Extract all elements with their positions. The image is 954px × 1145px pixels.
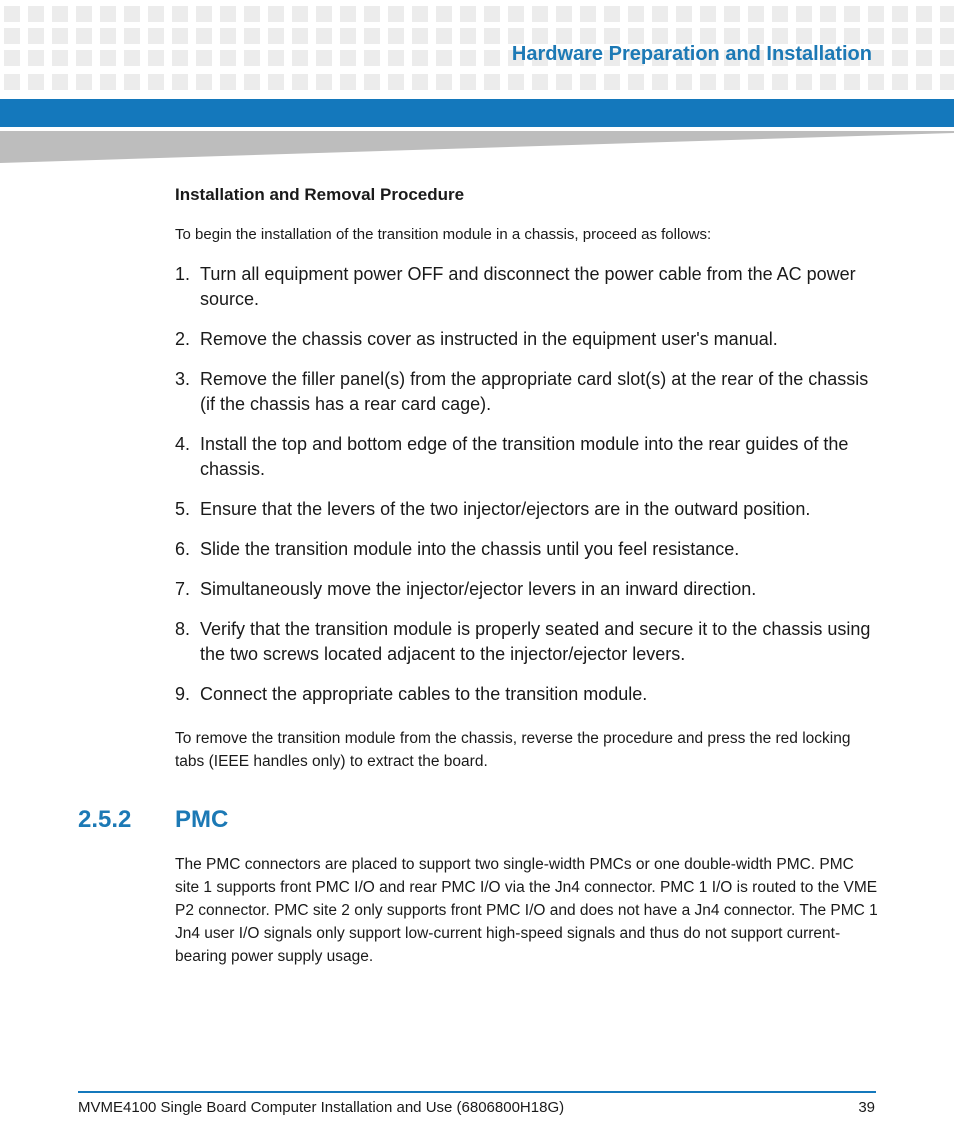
pattern-cell: [460, 6, 476, 22]
step-text: Remove the chassis cover as instructed in the equipment user's manual.: [200, 329, 778, 349]
pattern-cell: [580, 28, 596, 44]
pattern-cell: [412, 28, 428, 44]
step-text: Ensure that the levers of the two injector/ejectors are in the outward position.: [200, 499, 811, 519]
pattern-cell: [436, 6, 452, 22]
pattern-cell: [100, 50, 116, 66]
intro-paragraph: To begin the installation of the transition module in a chassis, proceed as follows:: [175, 226, 712, 243]
pattern-cell: [532, 28, 548, 44]
pattern-cell: [772, 74, 788, 90]
pattern-cell: [748, 74, 764, 90]
pattern-cell: [604, 6, 620, 22]
pattern-cell: [364, 50, 380, 66]
step-text: Simultaneously move the injector/ejector levers in an inward direction.: [200, 579, 757, 599]
step-text: Verify that the transition module is properly seated and secure it to the chassis using the two screws located adjacent to the injector/ejector levers.: [200, 619, 871, 664]
pattern-cell: [844, 28, 860, 44]
pattern-cell: [748, 28, 764, 44]
pattern-cell: [220, 50, 236, 66]
pattern-cell: [676, 6, 692, 22]
pattern-cell: [412, 6, 428, 22]
pattern-cell: [436, 74, 452, 90]
pattern-cell: [700, 6, 716, 22]
pattern-cell: [268, 74, 284, 90]
pattern-cell: [148, 6, 164, 22]
pattern-cell: [196, 6, 212, 22]
step-number: 4.: [175, 434, 191, 454]
list-item: [175, 432, 880, 482]
pattern-cell: [676, 74, 692, 90]
pattern-cell: [556, 74, 572, 90]
pattern-cell: [52, 50, 68, 66]
pattern-cell: [292, 50, 308, 66]
pattern-cell: [892, 50, 908, 66]
pattern-cell: [700, 74, 716, 90]
pattern-cell: [340, 6, 356, 22]
pattern-cell: [100, 6, 116, 22]
pattern-cell: [316, 6, 332, 22]
pattern-cell: [796, 6, 812, 22]
pattern-cell: [772, 6, 788, 22]
pattern-cell: [148, 50, 164, 66]
pattern-cell: [172, 74, 188, 90]
pattern-cell: [484, 50, 500, 66]
pattern-cell: [508, 28, 524, 44]
header-accent-bar: [0, 99, 954, 127]
step-number: 5.: [175, 499, 191, 519]
pattern-cell: [244, 74, 260, 90]
pattern-cell: [148, 74, 164, 90]
step-number: 3.: [175, 369, 191, 389]
pattern-cell: [868, 6, 884, 22]
pattern-cell: [748, 6, 764, 22]
pattern-cell: [940, 50, 954, 66]
step-text: Connect the appropriate cables to the transition module.: [200, 684, 648, 704]
pattern-cell: [820, 28, 836, 44]
pattern-cell: [28, 50, 44, 66]
pattern-cell: [316, 74, 332, 90]
pattern-cell: [244, 50, 260, 66]
pattern-cell: [460, 28, 476, 44]
pattern-cell: [76, 6, 92, 22]
pattern-cell: [388, 74, 404, 90]
pattern-cell: [940, 74, 954, 90]
pattern-cell: [796, 28, 812, 44]
pattern-cell: [892, 74, 908, 90]
pattern-cell: [316, 28, 332, 44]
pattern-cell: [532, 6, 548, 22]
step-number: 6.: [175, 539, 191, 559]
pattern-cell: [652, 6, 668, 22]
pattern-cell: [244, 28, 260, 44]
step-number: 8.: [175, 619, 191, 639]
section-number: 2.5.2: [78, 806, 132, 833]
pattern-cell: [100, 74, 116, 90]
pattern-cell: [76, 28, 92, 44]
pattern-cell: [292, 6, 308, 22]
pattern-cell: [604, 74, 620, 90]
pattern-cell: [724, 28, 740, 44]
pattern-cell: [124, 6, 140, 22]
step-text: Remove the filler panel(s) from the appropriate card slot(s) at the rear of the chassis (if the chassis has a rear card cage).: [200, 369, 869, 414]
pattern-cell: [676, 28, 692, 44]
pattern-cell: [292, 28, 308, 44]
pattern-cell: [556, 28, 572, 44]
pattern-cell: [52, 28, 68, 44]
procedure-steps: [175, 262, 880, 722]
pattern-cell: [28, 6, 44, 22]
list-item: [175, 262, 880, 312]
pattern-cell: [388, 28, 404, 44]
step-text: Install the top and bottom edge of the transition module into the rear guides of the chassis.: [200, 434, 849, 479]
section-heading: Installation and Removal Procedure: [175, 185, 465, 204]
pattern-cell: [484, 28, 500, 44]
section-title: PMC: [175, 806, 229, 833]
pattern-cell: [76, 50, 92, 66]
pattern-cell: [124, 28, 140, 44]
pattern-cell: [124, 74, 140, 90]
pattern-cell: [340, 28, 356, 44]
header-gray-wedge: [0, 131, 954, 163]
pattern-cell: [76, 74, 92, 90]
pattern-cell: [388, 50, 404, 66]
step-number: 1.: [175, 264, 191, 284]
pattern-cell: [892, 28, 908, 44]
pattern-cell: [652, 74, 668, 90]
pattern-cell: [28, 74, 44, 90]
pattern-cell: [628, 28, 644, 44]
pattern-cell: [196, 28, 212, 44]
pattern-cell: [316, 50, 332, 66]
pattern-cell: [724, 74, 740, 90]
pattern-cell: [268, 50, 284, 66]
pattern-cell: [388, 6, 404, 22]
pattern-cell: [436, 28, 452, 44]
pattern-cell: [580, 74, 596, 90]
pattern-cell: [892, 6, 908, 22]
pattern-cell: [916, 6, 932, 22]
pattern-cell: [4, 28, 20, 44]
pattern-cell: [484, 6, 500, 22]
pattern-cell: [220, 28, 236, 44]
pattern-cell: [4, 50, 20, 66]
step-number: 7.: [175, 579, 191, 599]
list-item: [175, 367, 880, 417]
list-item: [175, 617, 880, 667]
pattern-cell: [604, 28, 620, 44]
pattern-cell: [364, 28, 380, 44]
pattern-cell: [292, 74, 308, 90]
pattern-cell: [916, 50, 932, 66]
pattern-cell: [724, 6, 740, 22]
pattern-cell: [28, 28, 44, 44]
pattern-cell: [844, 74, 860, 90]
pattern-cell: [364, 6, 380, 22]
pattern-cell: [940, 6, 954, 22]
pattern-cell: [556, 6, 572, 22]
pattern-cell: [820, 6, 836, 22]
step-number: 2.: [175, 329, 191, 349]
pattern-cell: [916, 74, 932, 90]
pattern-cell: [796, 74, 812, 90]
removal-paragraph: To remove the transition module from the chassis, reverse the procedure and press the red locking tabs (IEEE handles only) to extract the board.: [175, 730, 851, 770]
list-item: [175, 497, 880, 522]
step-text: Slide the transition module into the chassis until you feel resistance.: [200, 539, 740, 559]
pattern-cell: [52, 6, 68, 22]
footer-rule: [78, 1091, 876, 1093]
pattern-cell: [364, 74, 380, 90]
pattern-cell: [868, 74, 884, 90]
list-item: [175, 537, 880, 562]
pattern-cell: [844, 6, 860, 22]
list-item: [175, 577, 880, 602]
pattern-cell: [460, 50, 476, 66]
pattern-cell: [772, 28, 788, 44]
pattern-cell: [148, 28, 164, 44]
pattern-cell: [508, 74, 524, 90]
pattern-cell: [628, 6, 644, 22]
step-number: 9.: [175, 684, 191, 704]
pattern-cell: [412, 50, 428, 66]
pattern-cell: [172, 50, 188, 66]
list-item: [175, 682, 880, 707]
pmc-paragraph: The PMC connectors are placed to support two single-width PMCs or one double-width PMC. PMC site 1 supports front PMC I/O and rear PMC I/O via the Jn4 connector. PMC 1 I/O is routed to the VME P2 connector. PMC site 2 only supports front PMC I/O and does not have a Jn4 connector. The PMC 1 Jn4 user I/O signals only support low-current high-speed signals and thus do not support current-bearing power supply usage.: [175, 856, 878, 965]
page-header-title: Hardware Preparation and Installation: [511, 43, 872, 65]
pattern-cell: [244, 6, 260, 22]
pattern-cell: [532, 74, 548, 90]
pattern-cell: [868, 28, 884, 44]
pattern-cell: [52, 74, 68, 90]
pattern-cell: [172, 6, 188, 22]
pattern-cell: [412, 74, 428, 90]
pattern-cell: [4, 74, 20, 90]
pattern-cell: [820, 74, 836, 90]
pattern-cell: [124, 50, 140, 66]
footer-document-title: MVME4100 Single Board Computer Installation and Use (6806800H18G): [78, 1099, 565, 1116]
pattern-cell: [220, 6, 236, 22]
pattern-cell: [484, 74, 500, 90]
pattern-cell: [172, 28, 188, 44]
pattern-cell: [652, 28, 668, 44]
pattern-cell: [268, 6, 284, 22]
pattern-cell: [220, 74, 236, 90]
pattern-cell: [340, 74, 356, 90]
pattern-cell: [436, 50, 452, 66]
pattern-cell: [196, 50, 212, 66]
pattern-cell: [916, 28, 932, 44]
pattern-cell: [580, 6, 596, 22]
pattern-cell: [628, 74, 644, 90]
pattern-cell: [700, 28, 716, 44]
pattern-cell: [268, 28, 284, 44]
pattern-cell: [340, 50, 356, 66]
list-item: [175, 327, 880, 352]
page-number: 39: [858, 1099, 875, 1116]
pattern-cell: [940, 28, 954, 44]
step-text: Turn all equipment power OFF and disconnect the power cable from the AC power source.: [200, 264, 856, 309]
pattern-cell: [100, 28, 116, 44]
pattern-cell: [508, 6, 524, 22]
pattern-cell: [460, 74, 476, 90]
pattern-cell: [196, 74, 212, 90]
pattern-cell: [4, 6, 20, 22]
